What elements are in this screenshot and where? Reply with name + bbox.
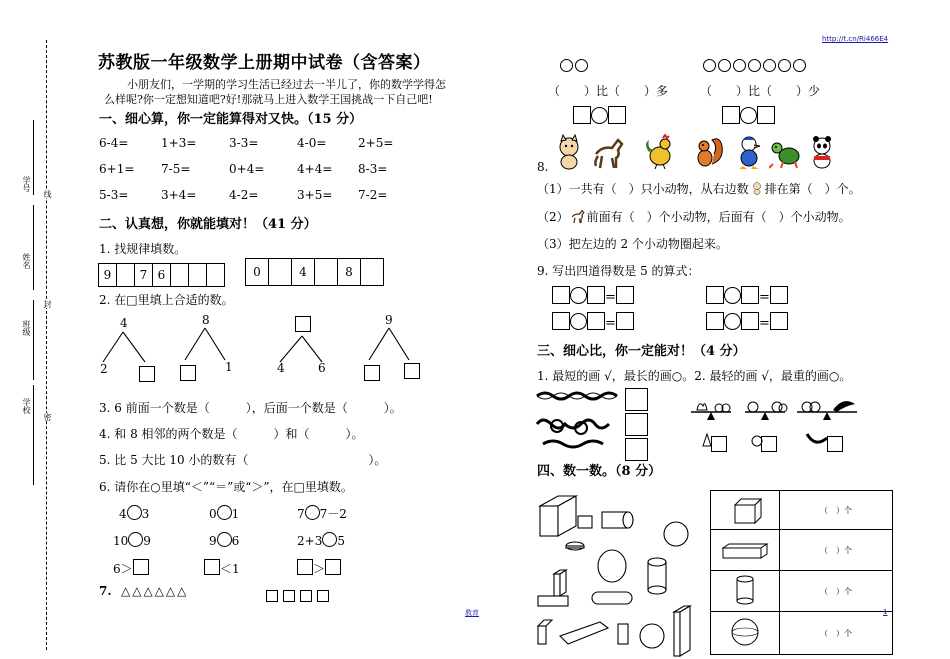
rooster-icon <box>643 134 677 170</box>
margin-banji: 班级 <box>22 320 31 336</box>
seq-cell[interactable] <box>269 259 292 286</box>
answer-box[interactable] <box>741 286 759 304</box>
q7-triangles: △△△△△△ <box>121 584 189 598</box>
answer-box[interactable] <box>706 286 724 304</box>
answer-box[interactable] <box>325 559 341 575</box>
circle-icon <box>778 59 791 72</box>
q7-label: 7. <box>99 584 112 598</box>
circle-group-b <box>703 57 808 76</box>
seq-cell[interactable]: 8 <box>338 259 361 286</box>
count-shape-cylinder <box>711 571 780 612</box>
count-shape-sphere <box>711 612 780 655</box>
answer-box[interactable] <box>770 312 788 330</box>
answer-box[interactable] <box>204 559 220 575</box>
answer-box[interactable] <box>283 590 295 602</box>
cat-icon <box>552 134 586 170</box>
calc-item: 0+4= <box>229 162 265 176</box>
tree4-top: 9 <box>385 313 393 327</box>
compare-item: 6＞ <box>113 559 149 577</box>
q8-2-text: （2） 前面有（ ）个小动物，后面有（ ）个小动物。 <box>537 210 851 224</box>
calc-item: 4-0= <box>297 136 327 150</box>
answer-box[interactable] <box>133 559 149 575</box>
banji-line <box>33 300 34 380</box>
calc-item: 3-3= <box>229 136 259 150</box>
compare-more-text: （ ）比（ ）多 <box>548 84 669 98</box>
tree3-top-box[interactable] <box>295 316 311 332</box>
calc-item: 1+3= <box>161 136 197 150</box>
count-answer[interactable]: （ ）个 <box>780 530 893 571</box>
compare-item: 7 7－2 <box>297 507 347 521</box>
compare-less-text: （ ）比（ ）少 <box>700 84 821 98</box>
seq-cell[interactable]: 4 <box>292 259 315 286</box>
duck-icon <box>733 134 767 170</box>
turtle-icon <box>769 134 803 170</box>
q8-1-text: （1）一共有（ ）只小动物，从右边数 排在第（ ）个。 <box>537 182 861 196</box>
rope-answer-box[interactable] <box>625 438 648 461</box>
q2-text: 2. 在□里填上合适的数。 <box>99 293 234 307</box>
panda-icon <box>805 134 839 170</box>
seq-cell[interactable]: 7 <box>135 264 153 287</box>
compare-item: 10 9 <box>113 534 151 548</box>
answer-box[interactable] <box>616 312 634 330</box>
seq-cell[interactable]: 0 <box>246 259 269 286</box>
horse-icon <box>592 134 626 170</box>
cut-line <box>46 40 47 650</box>
cylinder-icon <box>711 571 779 607</box>
scale-answer-box[interactable] <box>827 436 843 452</box>
q1-text: 1. 找规律填数。 <box>99 242 187 256</box>
q3-text: 3. 6 前面一个数是（ ），后面一个数是（ ）。 <box>99 401 402 415</box>
seq-cell[interactable] <box>117 264 135 287</box>
answer-box[interactable] <box>300 590 312 602</box>
operator-circle[interactable] <box>591 107 608 124</box>
margin-feng: 封 <box>43 300 52 308</box>
equation-row: = <box>706 286 788 305</box>
section3-question: 1. 最短的画 √，最长的画○。2. 最轻的画 √，最重的画○。 <box>537 369 852 383</box>
operator-circle[interactable] <box>724 287 741 304</box>
answer-box[interactable] <box>706 312 724 330</box>
calc-item: 3+5= <box>297 188 333 202</box>
compare-circle[interactable] <box>217 505 232 520</box>
calc-item: 4-2= <box>229 188 259 202</box>
answer-box[interactable] <box>297 559 313 575</box>
count-answer[interactable]: （ ）个 <box>780 612 893 655</box>
source-url[interactable]: http://t.cn/Ri466E4 <box>822 35 889 43</box>
section2-heading: 二、认真想，你就能填对！（41 分） <box>99 217 317 232</box>
equation-row: = <box>706 312 788 331</box>
q5-text: 5. 比 5 大比 10 小的数有（ ）。 <box>99 453 387 467</box>
answer-box[interactable] <box>587 286 605 304</box>
equation-row: = <box>552 312 634 331</box>
compare-circle[interactable] <box>128 532 143 547</box>
answer-box[interactable] <box>552 286 570 304</box>
circle-icon <box>748 59 761 72</box>
calc-item: 6+1= <box>99 162 135 176</box>
seq-cell[interactable]: 6 <box>153 264 171 287</box>
operator-circle[interactable] <box>724 313 741 330</box>
intro-line-2: 么样呢?你一定想知道吧?好!那就马上进入数学王国挑战一下自己吧! <box>104 93 433 106</box>
q6-text: 6. 请你在○里填“＜”“＝”或“＞”，在□里填数。 <box>99 480 353 494</box>
answer-box[interactable] <box>266 590 278 602</box>
sphere-icon <box>711 612 779 650</box>
compare-item: ＞ <box>297 559 341 577</box>
tree1-right-box[interactable] <box>139 366 155 382</box>
circle-icon <box>575 59 588 72</box>
seq-cell[interactable] <box>315 259 338 286</box>
answer-box[interactable] <box>770 286 788 304</box>
circle-icon <box>763 59 776 72</box>
answer-box[interactable] <box>608 106 626 124</box>
answer-box[interactable] <box>573 106 591 124</box>
seq-cell[interactable] <box>189 264 207 287</box>
tree4-right-box[interactable] <box>404 363 420 379</box>
q4-text: 4. 和 8 相邻的两个数是（ ）和（ ）。 <box>99 427 364 441</box>
answer-box[interactable] <box>317 590 329 602</box>
seq-cell[interactable] <box>207 264 225 287</box>
compare-circle[interactable] <box>322 532 337 547</box>
section4-heading: 四、数一数。（8 分） <box>537 464 662 479</box>
calc-item: 8-3= <box>358 162 388 176</box>
count-answer[interactable]: （ ）个 <box>780 571 893 612</box>
cube-icon <box>711 491 779 525</box>
compare-circle[interactable] <box>127 505 142 520</box>
q9-text: 9. 写出四道得数是 5 的算式： <box>537 264 700 278</box>
seq-cell[interactable] <box>361 259 384 286</box>
margin-xingming: 姓名 <box>22 253 31 269</box>
page-title: 苏教版一年级数学上册期中试卷（含答案） <box>98 53 431 73</box>
operator-circle[interactable] <box>740 107 757 124</box>
circle-icon <box>703 59 716 72</box>
rope-answer-box[interactable] <box>625 413 648 436</box>
answer-box[interactable] <box>587 312 605 330</box>
solids-illustration <box>530 486 708 659</box>
operator-circle[interactable] <box>570 313 587 330</box>
answer-box[interactable] <box>741 312 759 330</box>
sequence-1 <box>98 263 225 287</box>
tree2-top: 8 <box>202 313 210 327</box>
rope-answer-box[interactable] <box>625 388 648 411</box>
calc-item: 6-4= <box>99 136 129 150</box>
calc-item: 7-5= <box>161 162 191 176</box>
answer-box[interactable] <box>757 106 775 124</box>
compare-item: ＜1 <box>204 559 240 577</box>
circle-icon <box>718 59 731 72</box>
section1-heading: 一、细心算，你一定能算得对又快。（15 分） <box>99 112 363 127</box>
equation-row: = <box>552 286 634 305</box>
compare-circle[interactable] <box>305 505 320 520</box>
calc-item: 4+4= <box>297 162 333 176</box>
compare-item: 4 3 <box>119 507 150 521</box>
circle-group-a <box>560 57 590 76</box>
calc-item: 5-3= <box>99 188 129 202</box>
equation-boxes-b <box>722 106 775 125</box>
circle-icon <box>560 59 573 72</box>
intro-line-1: 小朋友们，一学期的学习生活已经过去一半儿了，你的数学学得怎 <box>127 78 446 91</box>
calc-item: 7-2= <box>358 188 388 202</box>
q7-boxes <box>266 585 329 604</box>
circle-icon <box>733 59 746 72</box>
count-shape-cube <box>711 491 780 530</box>
count-shape-cuboid <box>711 530 780 571</box>
tree3-left: 4 <box>277 361 285 375</box>
answer-box[interactable] <box>552 312 570 330</box>
tree1-left: 2 <box>100 362 108 376</box>
squirrel-icon <box>692 134 726 170</box>
seq-cell[interactable] <box>171 264 189 287</box>
calc-item: 2+5= <box>358 136 394 150</box>
page-number: 1 <box>883 608 888 616</box>
horse-icon <box>569 208 587 224</box>
q8-3-text: （3）把左边的 2 个小动物圈起来。 <box>537 237 728 251</box>
answer-box[interactable] <box>616 286 634 304</box>
count-answer[interactable]: （ ）个 <box>780 491 893 530</box>
compare-item: 2+3 5 <box>297 534 345 548</box>
tree4-left-box[interactable] <box>364 365 380 381</box>
calc-item: 3+4= <box>161 188 197 202</box>
xuehao-line <box>33 120 34 195</box>
equation-boxes-a <box>573 106 626 125</box>
count-table <box>710 490 893 655</box>
q8-label: 8. <box>537 160 549 174</box>
footer-left-link[interactable]: 教育 <box>465 609 479 617</box>
scale-answer-box[interactable] <box>761 436 777 452</box>
margin-xuehao: 学号 <box>22 176 31 192</box>
ropes-illustration <box>533 386 621 454</box>
section3-heading: 三、细心比，你一定能对！（4 分） <box>537 344 746 359</box>
tree2-right: 1 <box>225 360 233 374</box>
tree2-left-box[interactable] <box>180 365 196 381</box>
cat-icon <box>749 181 765 195</box>
circle-icon <box>793 59 806 72</box>
tree3-right: 6 <box>318 361 326 375</box>
seq-cell[interactable]: 9 <box>99 264 117 287</box>
compare-item: 9 6 <box>209 534 240 548</box>
operator-circle[interactable] <box>570 287 587 304</box>
xuexiao-line <box>33 385 34 485</box>
compare-item: 0 1 <box>209 507 240 521</box>
compare-circle[interactable] <box>217 532 232 547</box>
xingming-line <box>33 205 34 290</box>
scale-answer-box[interactable] <box>711 436 727 452</box>
cuboid-icon <box>711 530 779 566</box>
margin-xian: 线 <box>43 190 52 198</box>
margin-xuexiao: 学校 <box>22 398 31 414</box>
sequence-2 <box>245 258 384 286</box>
margin-mi: 密 <box>43 413 52 421</box>
answer-box[interactable] <box>722 106 740 124</box>
tree1-top: 4 <box>120 316 128 330</box>
